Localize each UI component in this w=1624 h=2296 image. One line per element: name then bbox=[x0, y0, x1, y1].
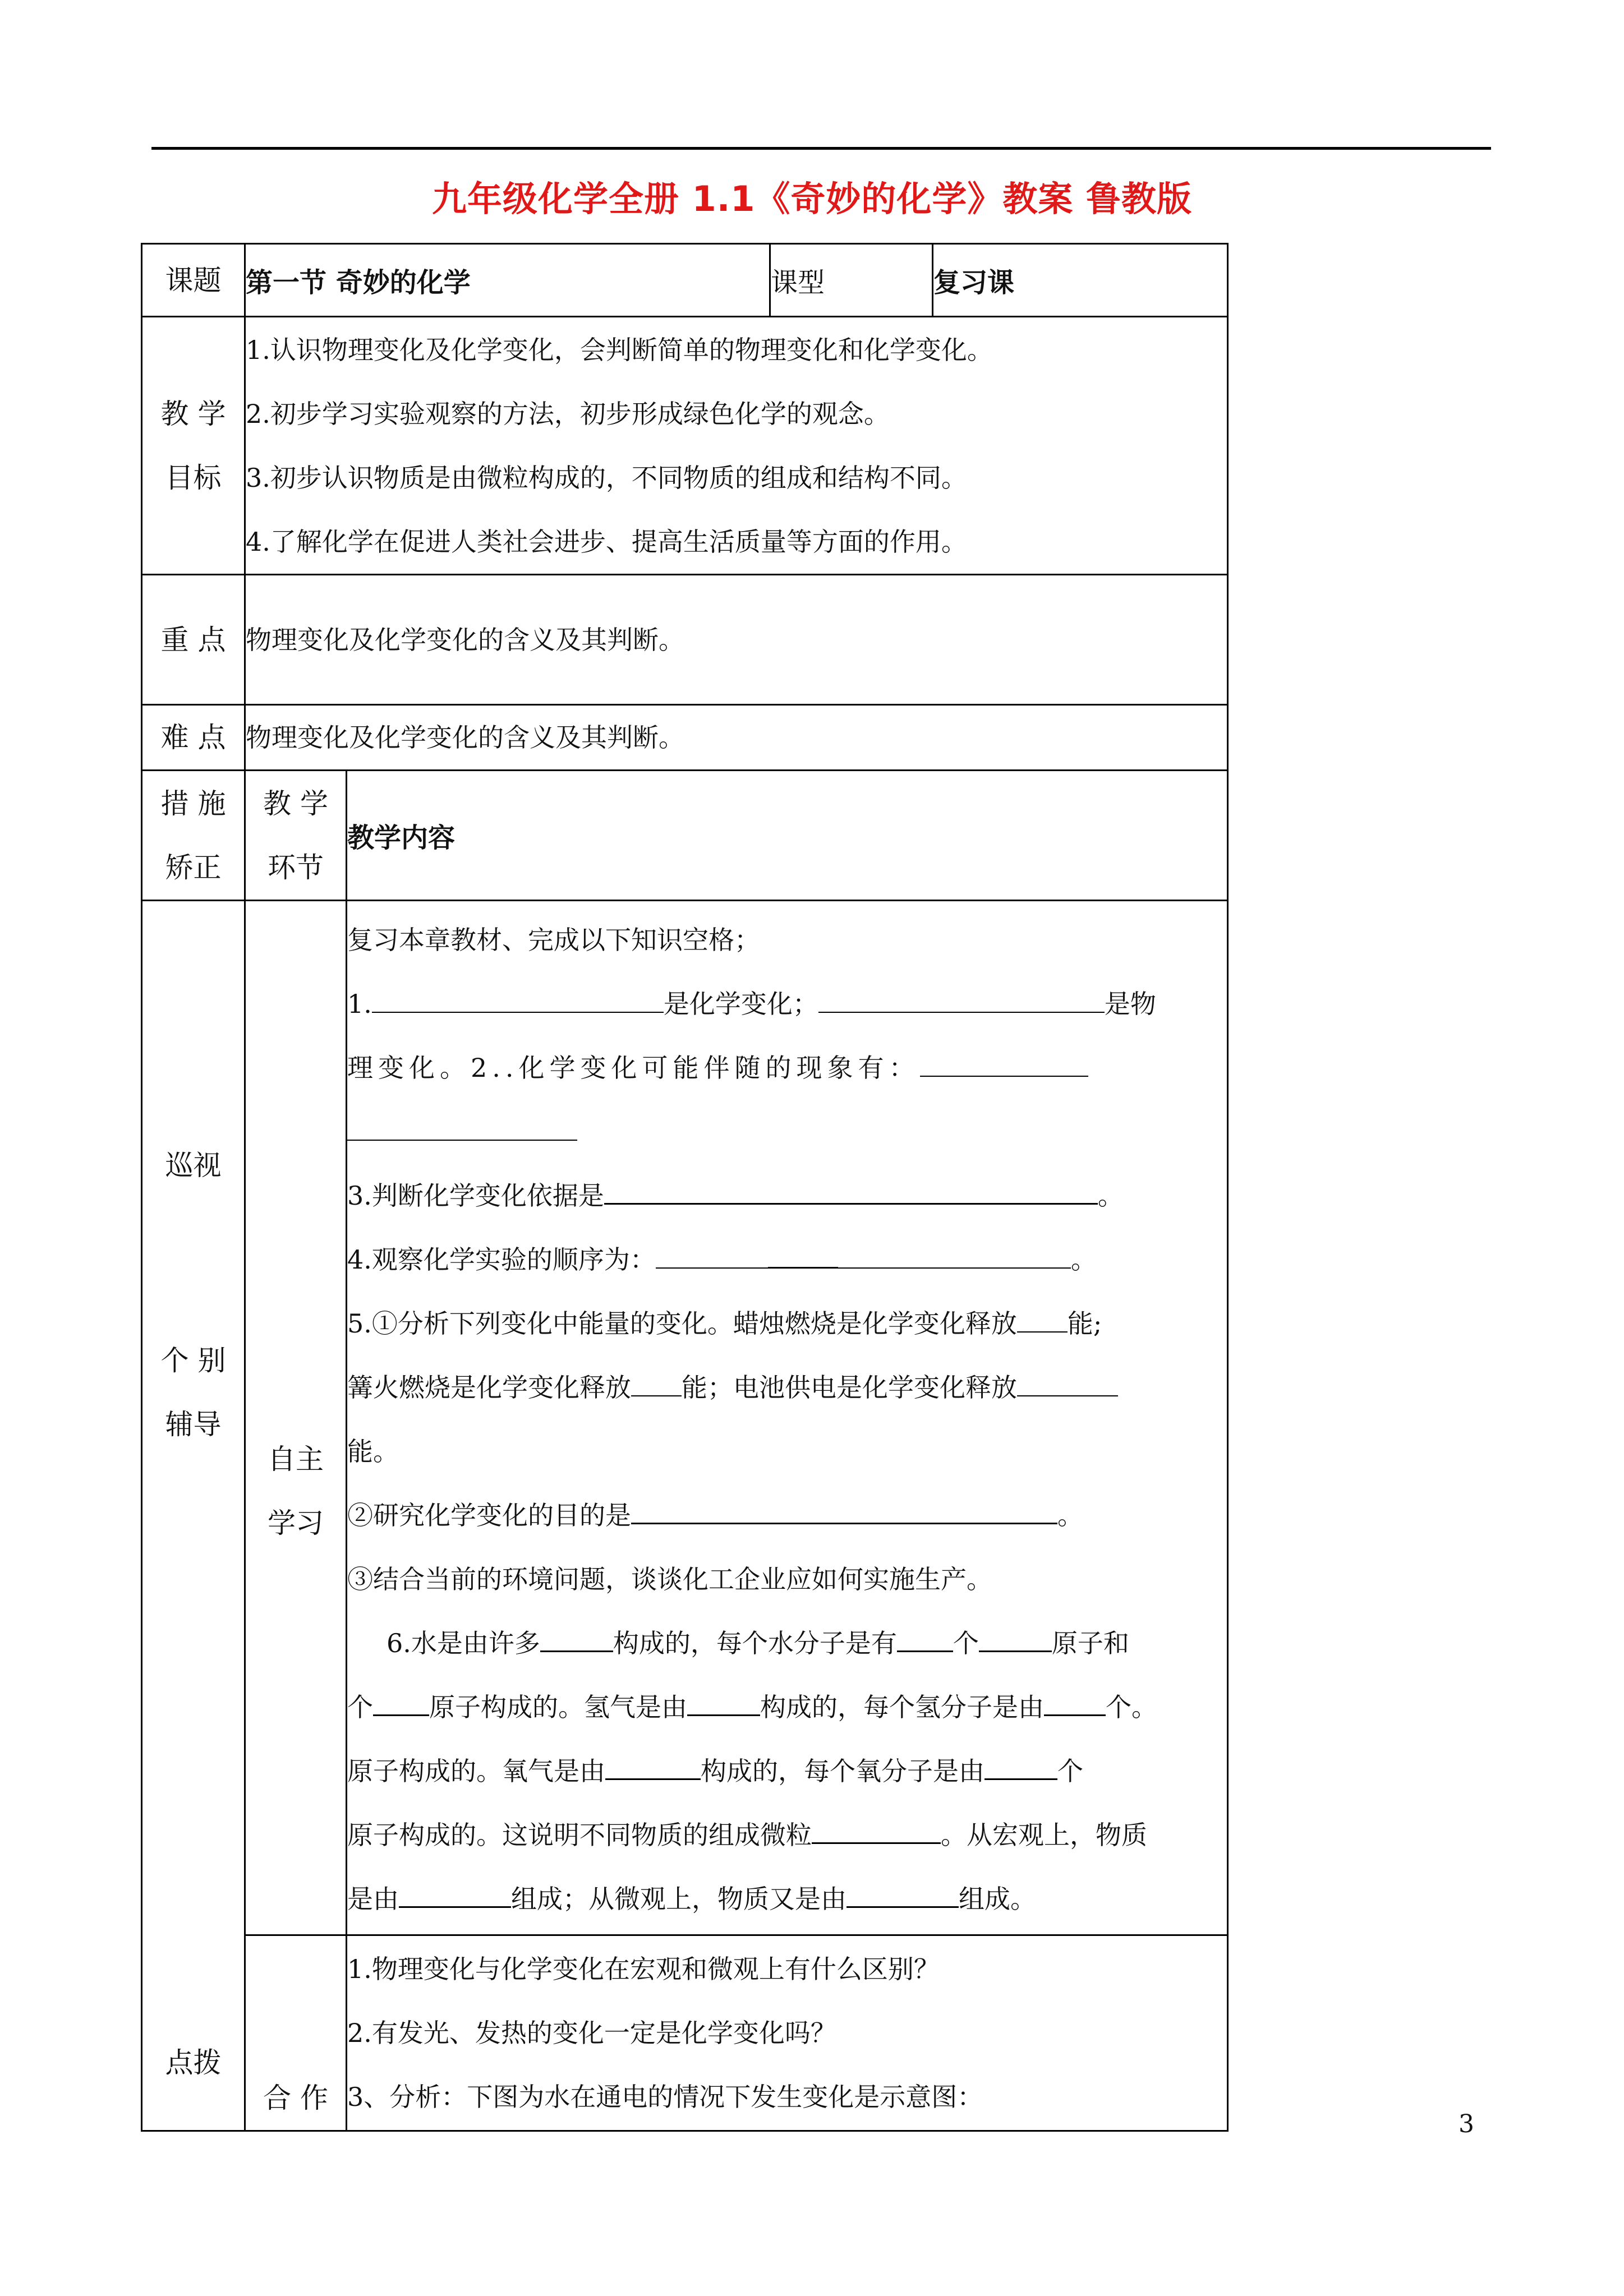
topic-row bbox=[142, 244, 1228, 317]
cooperation-stage-label: 合 作 bbox=[263, 2082, 328, 2114]
question-2-continued bbox=[347, 1100, 1227, 1164]
blank[interactable] bbox=[920, 1048, 1088, 1077]
question-5-line1 bbox=[347, 1292, 1227, 1356]
stage-header bbox=[245, 771, 347, 901]
blank[interactable] bbox=[838, 1239, 1071, 1269]
q6-text-d: 原子和 bbox=[1051, 1628, 1129, 1658]
stage-header-line2: 环节 bbox=[268, 851, 324, 884]
blank[interactable] bbox=[1017, 1303, 1068, 1333]
blank[interactable] bbox=[1017, 1367, 1118, 1396]
goals-label-line1: 教 学 bbox=[160, 397, 226, 430]
question-4 bbox=[347, 1228, 1227, 1292]
goals-content bbox=[245, 317, 1228, 575]
q6-text-i: 原子构成的。氧气是由 bbox=[347, 1756, 605, 1786]
self-study-stage-line1: 自主 bbox=[268, 1443, 324, 1476]
difficulty-row bbox=[142, 705, 1228, 771]
blank[interactable] bbox=[656, 1239, 768, 1269]
question-5-line2 bbox=[347, 1356, 1227, 1419]
key-point-line: 物理变化及化学变化的含义及其判断。 bbox=[246, 624, 684, 655]
blank[interactable] bbox=[399, 1878, 511, 1908]
page-number: 3 bbox=[1459, 2110, 1474, 2138]
guidance-label-tutoring: 辅导 bbox=[165, 1408, 222, 1441]
q4-end: 。 bbox=[1070, 1244, 1097, 1275]
self-study-row bbox=[142, 901, 1228, 1935]
blank[interactable] bbox=[605, 1750, 701, 1780]
intro-line: 复习本章教材、完成以下知识空格； bbox=[347, 925, 760, 955]
key-point-text bbox=[245, 575, 1228, 705]
blank[interactable] bbox=[818, 984, 1105, 1013]
q6-text-n: 是由 bbox=[347, 1884, 399, 1914]
measures-header bbox=[142, 771, 245, 901]
question-6-line3 bbox=[347, 1739, 1227, 1803]
guidance-label-hint: 点拨 bbox=[165, 2046, 222, 2079]
q5-text-f: ②研究化学变化的目的是 bbox=[347, 1500, 631, 1530]
columns-header-row bbox=[142, 771, 1228, 901]
self-study-stage bbox=[245, 901, 347, 1935]
question-3 bbox=[347, 1164, 1227, 1228]
q1-text-a: 是化学变化； bbox=[663, 989, 818, 1019]
question-5-line4 bbox=[347, 1483, 1227, 1547]
blank[interactable] bbox=[347, 1123, 577, 1141]
q4-text: 4.观察化学实验的顺序为： bbox=[347, 1244, 656, 1275]
guidance-column bbox=[142, 901, 245, 2131]
q5-end: 。 bbox=[1057, 1500, 1083, 1530]
stage-header-line1: 教 学 bbox=[263, 787, 328, 820]
document-title: 九年级化学全册 1.1《奇妙的化学》教案 鲁教版 bbox=[431, 178, 1192, 219]
q5-text-d: 能；电池供电是化学变化释放 bbox=[682, 1372, 1017, 1403]
key-point-label: 重 点 bbox=[142, 575, 245, 705]
blank[interactable] bbox=[631, 1495, 1057, 1524]
q6-text-k: 个 bbox=[1057, 1756, 1083, 1786]
blank[interactable] bbox=[687, 1686, 760, 1716]
q6-text-o: 组成；从微观上，物质又是由 bbox=[511, 1884, 846, 1914]
measures-header-line1: 措 施 bbox=[160, 787, 226, 820]
q6-text-c: 个 bbox=[953, 1628, 979, 1658]
q1-number: 1. bbox=[347, 989, 372, 1019]
blank[interactable] bbox=[846, 1878, 959, 1908]
q6-text-l: 原子构成的。这说明不同物质的组成微粒 bbox=[347, 1820, 812, 1850]
q6-text-m: 。从宏观上，物质 bbox=[941, 1820, 1147, 1850]
blank[interactable] bbox=[812, 1814, 941, 1844]
question-1 bbox=[347, 972, 1227, 1036]
q6-text-b: 构成的，每个水分子是有 bbox=[613, 1628, 897, 1658]
q6-text-e: 个 bbox=[347, 1692, 373, 1722]
difficulty-text bbox=[245, 705, 1228, 771]
question-5-line3: 能。 bbox=[347, 1436, 399, 1467]
question-6-line4 bbox=[347, 1803, 1227, 1867]
q6-text-f: 原子构成的。氢气是由 bbox=[429, 1692, 687, 1722]
topic-value: 第一节 奇妙的化学 bbox=[245, 244, 770, 317]
goals-label bbox=[142, 317, 245, 575]
question-5-line5: ③结合当前的环境问题，谈谈化工企业应如何实施生产。 bbox=[347, 1564, 992, 1594]
lesson-plan-table bbox=[141, 243, 1229, 2132]
goal-item: 2.初步学习实验观察的方法，初步形成绿色化学的观念。 bbox=[246, 398, 890, 429]
measures-header-line2: 矫正 bbox=[165, 851, 222, 884]
goal-item: 3.初步认识物质是由微粒构成的，不同物质的组成和结构不同。 bbox=[246, 462, 967, 493]
type-label: 课型 bbox=[770, 244, 933, 317]
question-6-line1 bbox=[347, 1611, 1227, 1675]
blank[interactable] bbox=[631, 1367, 682, 1396]
cooperation-item: 2.有发光、发热的变化一定是化学变化吗？ bbox=[347, 2018, 836, 2048]
header-rule bbox=[151, 147, 1491, 150]
topic-label: 课题 bbox=[142, 244, 245, 317]
q5-text-a: 5.①分析下列变化中能量的变化。蜡烛燃烧是化学变化释放 bbox=[347, 1308, 1017, 1339]
goals-row bbox=[142, 317, 1228, 575]
blank[interactable] bbox=[1044, 1686, 1106, 1716]
goals-label-line2: 目标 bbox=[165, 461, 222, 494]
q5-text-b: 能; bbox=[1067, 1308, 1102, 1339]
question-6-line5 bbox=[347, 1867, 1227, 1931]
q6-text-g: 构成的，每个氢分子是由 bbox=[760, 1692, 1044, 1722]
self-study-stage-line2: 学习 bbox=[268, 1507, 324, 1539]
q6-text-a: 6.水是由许多 bbox=[387, 1628, 540, 1658]
q5-text-c: 篝火燃烧是化学变化释放 bbox=[347, 1372, 631, 1403]
question-6-line2 bbox=[347, 1675, 1227, 1739]
goal-item: 1.认识物理变化及化学变化，会判断简单的物理变化和化学变化。 bbox=[246, 334, 993, 365]
content-header: 教学内容 bbox=[347, 771, 1228, 901]
q6-text-j: 构成的，每个氧分子是由 bbox=[701, 1756, 984, 1786]
q6-text-h: 个。 bbox=[1106, 1692, 1157, 1722]
cooperation-item: 3、分析：下图为水在通电的情况下发生变化是示意图： bbox=[347, 2082, 983, 2112]
blank[interactable] bbox=[897, 1622, 953, 1652]
q3-text: 3.判断化学变化依据是 bbox=[347, 1181, 604, 1211]
blank[interactable] bbox=[984, 1750, 1057, 1780]
blank[interactable] bbox=[768, 1239, 838, 1269]
difficulty-line: 物理变化及化学变化的含义及其判断。 bbox=[246, 722, 684, 753]
type-value: 复习课 bbox=[933, 244, 1228, 317]
cooperation-item: 1.物理变化与化学变化在宏观和微观上有什么区别？ bbox=[347, 1954, 940, 1984]
goal-item: 4.了解化学在促进人类社会进步、提高生活质量等方面的作用。 bbox=[246, 526, 967, 557]
q6-text-p: 组成。 bbox=[959, 1884, 1036, 1914]
blank[interactable] bbox=[372, 984, 664, 1013]
blank[interactable] bbox=[373, 1686, 429, 1716]
guidance-label-individual: 个 别 bbox=[160, 1344, 226, 1377]
cooperation-row bbox=[142, 1935, 1228, 2131]
q3-end: 。 bbox=[1097, 1181, 1124, 1211]
key-point-row bbox=[142, 575, 1228, 705]
blank[interactable] bbox=[540, 1622, 613, 1652]
question-2 bbox=[347, 1036, 1227, 1100]
cooperation-content bbox=[347, 1935, 1228, 2131]
difficulty-label: 难 点 bbox=[142, 705, 245, 771]
blank[interactable] bbox=[979, 1622, 1052, 1652]
q1-text-b: 是物 bbox=[1104, 989, 1156, 1019]
cooperation-stage bbox=[245, 1935, 347, 2131]
q2-text: 理变化。2..化学变化可能伴随的现象有： bbox=[347, 1053, 920, 1083]
guidance-label-patrol: 巡视 bbox=[165, 1149, 222, 1182]
blank[interactable] bbox=[604, 1175, 1098, 1205]
self-study-content bbox=[347, 901, 1228, 1935]
